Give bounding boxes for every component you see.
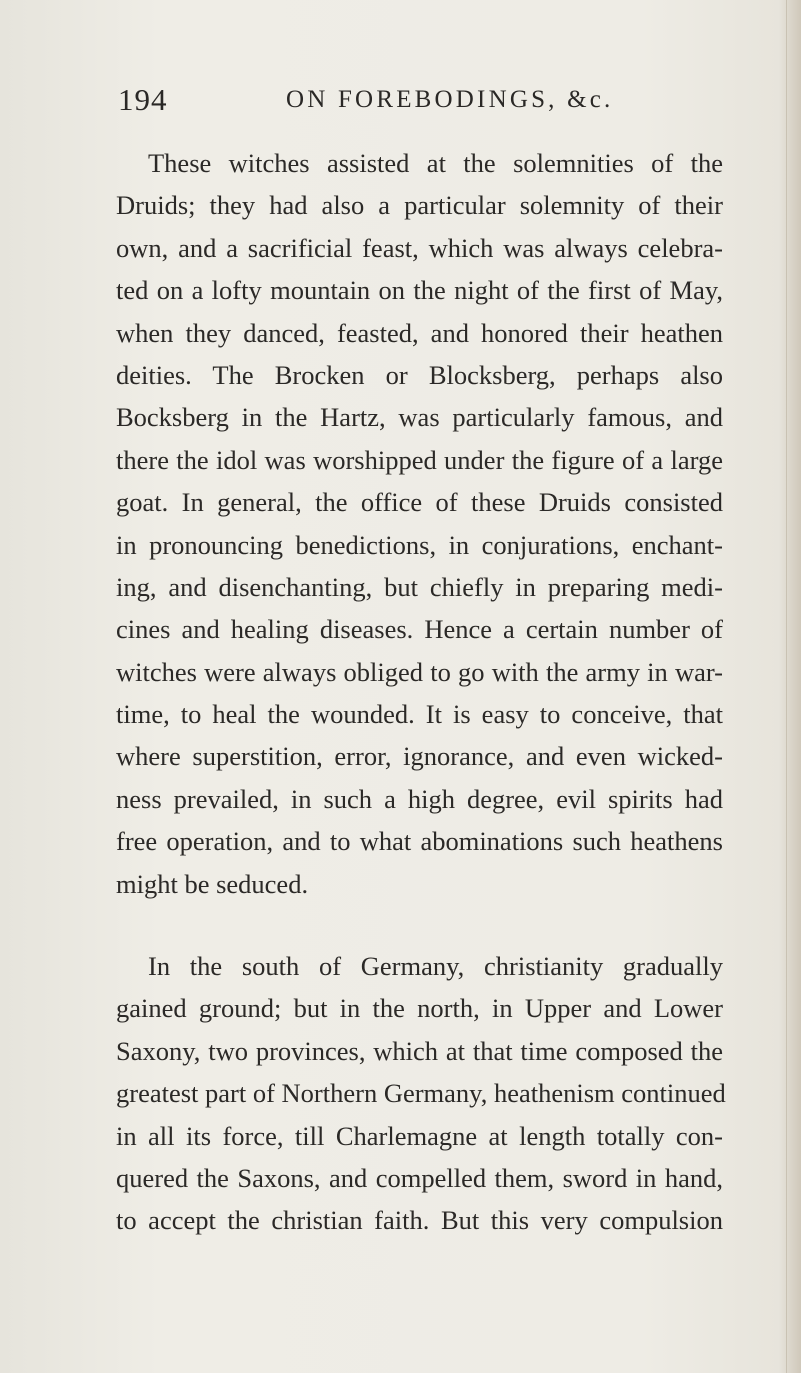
text-line: quered the Saxons, and compelled them, sword in hand, <box>116 1162 723 1193</box>
text-line: In the south of Germany, christianity gradually <box>148 951 723 982</box>
paragraph-2 <box>116 945 726 1242</box>
text-line: there the idol was worshipped under the figure of a large <box>116 444 723 475</box>
text-line: witches were always obliged to go with the army in war- <box>116 656 723 687</box>
text-line: free operation, and to what abominations such heathens <box>116 826 723 857</box>
text-line: ness prevailed, in such a high degree, evil spirits had <box>116 783 723 814</box>
text-line: ing, and disenchanting, but chiefly in preparing medi- <box>116 571 723 602</box>
text-line: own, and a sacrificial feast, which was always celebra- <box>116 232 723 263</box>
paragraph-gap <box>116 905 723 945</box>
text-line: gained ground; but in the north, in Upper and Lower <box>116 993 723 1024</box>
body-text <box>116 142 726 1242</box>
page-edge <box>779 0 801 1373</box>
text-line: where superstition, error, ignorance, and even wicked- <box>116 741 723 772</box>
text-line: Saxony, two provinces, which at that time composed the <box>116 1035 723 1066</box>
page-number: 194 <box>118 82 168 117</box>
text-line: These witches assisted at the solemnities of the <box>148 148 723 178</box>
text-line: might be seduced. <box>116 868 309 899</box>
text-line: in pronouncing benedictions, in conjurations, enchant- <box>116 529 723 560</box>
text-line: greatest part of Northern Germany, heathenism continued <box>116 1078 726 1109</box>
text-line: goat. In general, the office of these Druids consisted <box>116 487 723 518</box>
text-line: cines and healing diseases. Hence a certain number of <box>116 614 723 645</box>
text-line: Bocksberg in the Hartz, was particularly famous, and <box>116 402 723 433</box>
text-line: ted on a lofty mountain on the night of the first of May, <box>116 275 723 306</box>
paragraph-1 <box>116 142 723 905</box>
text-line: to accept the christian faith. But this very compulsion <box>116 1205 723 1236</box>
text-line: time, to heal the wounded. It is easy to conceive, that <box>116 699 723 730</box>
text-line: when they danced, feasted, and honored their heathen <box>116 317 723 348</box>
text-line: in all its force, till Charlemagne at length totally con- <box>116 1120 723 1151</box>
text-line: Druids; they had also a particular solemnity of their <box>116 190 723 221</box>
page-edge-line <box>786 0 787 1373</box>
running-head: ON FOREBODINGS, &c. <box>286 86 614 113</box>
page-header <box>118 82 678 122</box>
text-line: deities. The Brocken or Blocksberg, perhaps also <box>116 359 723 390</box>
